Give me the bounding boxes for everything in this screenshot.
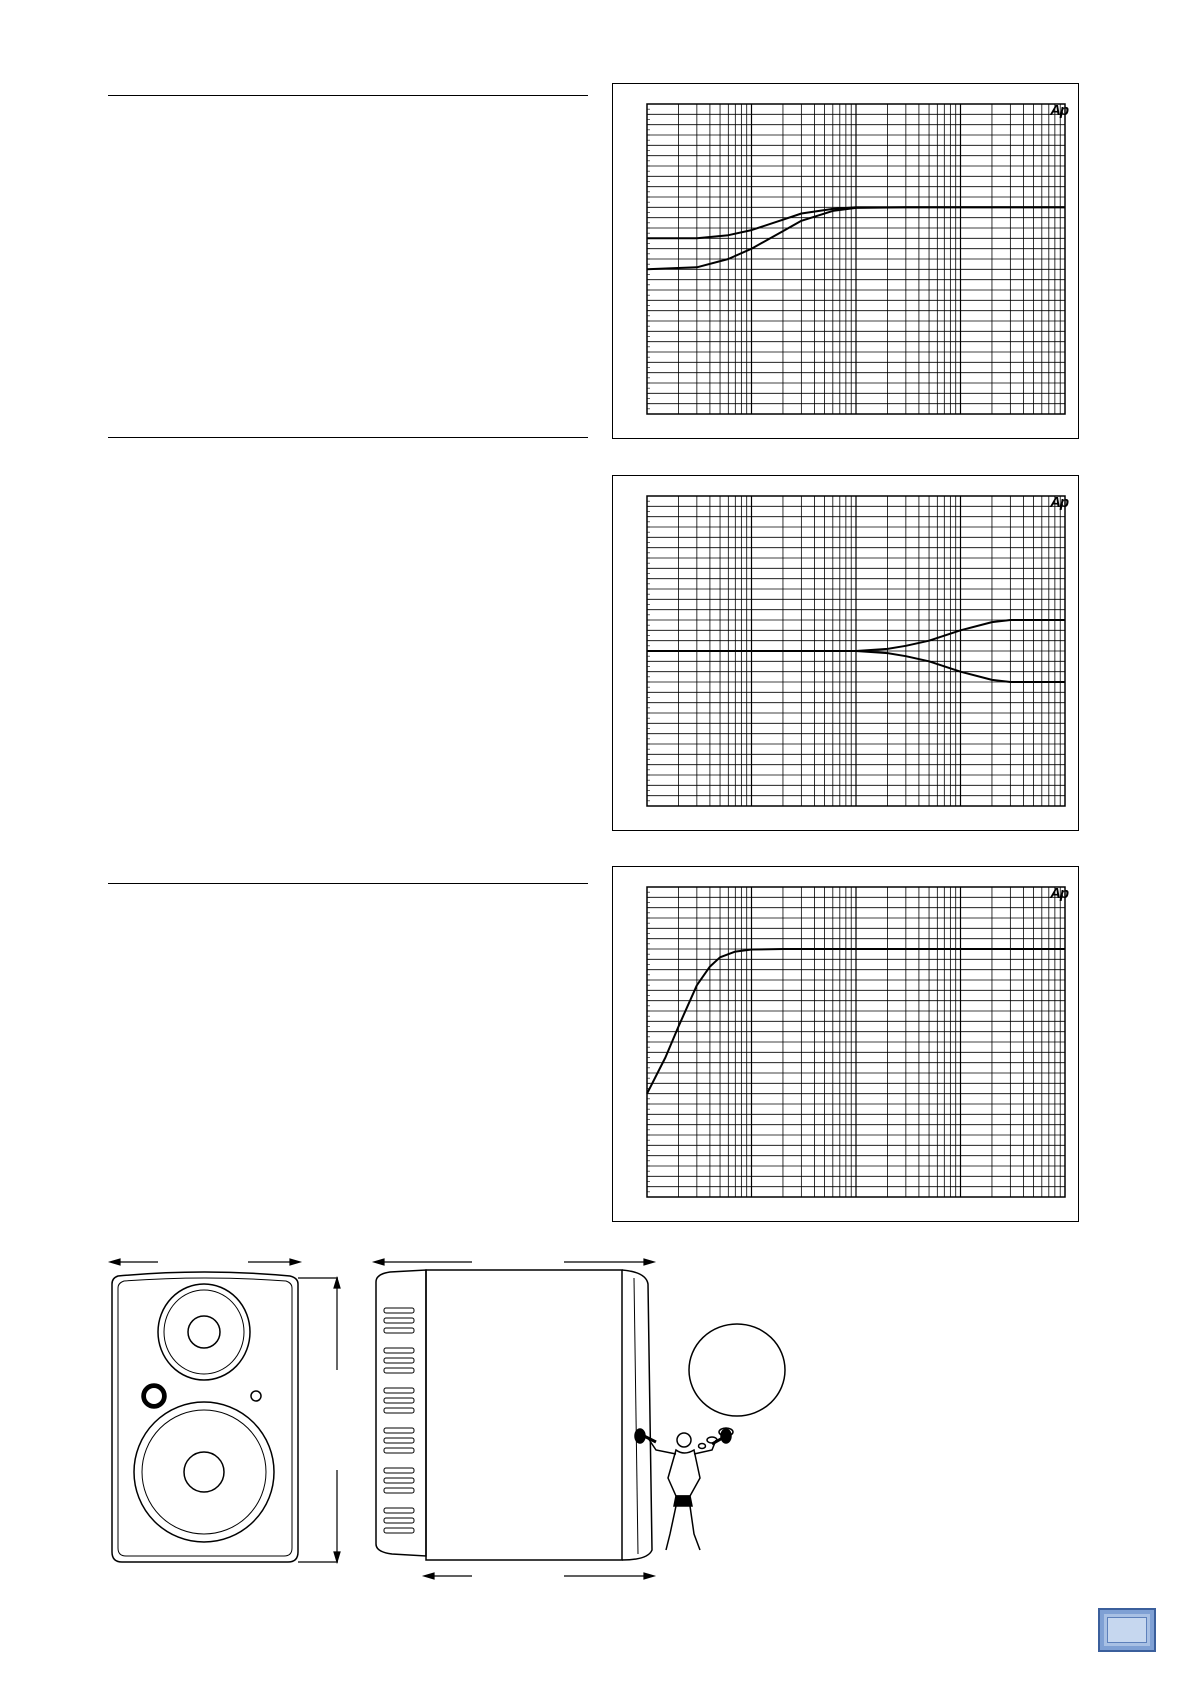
dimension-arrow-front-width xyxy=(110,1256,300,1268)
frequency-response-chart-1 xyxy=(612,83,1079,439)
vent-slot xyxy=(384,1448,414,1453)
chart-2-svg xyxy=(613,476,1080,832)
vent-slot xyxy=(384,1468,414,1473)
vent-slot xyxy=(384,1358,414,1363)
vent-slot xyxy=(384,1518,414,1523)
vent-slot xyxy=(384,1478,414,1483)
page-tab-marker xyxy=(1098,1608,1156,1652)
frequency-response-chart-2 xyxy=(612,475,1079,831)
audio-precision-logo: Ap xyxy=(1050,885,1068,902)
vent-slot xyxy=(384,1318,414,1323)
vent-slot xyxy=(384,1398,414,1403)
strongman-mascot-icon xyxy=(635,1429,731,1550)
speaker-side-view xyxy=(376,1270,652,1560)
vent-slot xyxy=(384,1408,414,1413)
vent-slot xyxy=(384,1488,414,1493)
audio-precision-logo: Ap xyxy=(1050,494,1068,511)
page-tab-inner xyxy=(1107,1617,1147,1643)
section-rule-3 xyxy=(108,883,588,884)
vent-slot xyxy=(384,1368,414,1373)
section-rule-1 xyxy=(108,95,588,96)
vent-slot xyxy=(384,1428,414,1433)
vent-slot xyxy=(384,1348,414,1353)
vent-slot xyxy=(384,1388,414,1393)
vent-slot xyxy=(384,1508,414,1513)
dimension-arrow-body-depth xyxy=(424,1570,654,1582)
chart-3-svg xyxy=(613,867,1080,1223)
vent-slot xyxy=(384,1328,414,1333)
speaker-dimension-drawing xyxy=(100,1250,800,1590)
side-vent-slots xyxy=(384,1308,414,1533)
vent-slot xyxy=(384,1528,414,1533)
vent-slot xyxy=(384,1308,414,1313)
audio-precision-logo: Ap xyxy=(1050,102,1068,119)
vent-slot xyxy=(384,1438,414,1443)
dimension-arrow-height xyxy=(298,1278,343,1562)
dimension-arrow-depth xyxy=(374,1256,654,1268)
thought-bubble xyxy=(689,1324,785,1449)
chart-1-svg xyxy=(613,84,1080,440)
frequency-response-chart-3 xyxy=(612,866,1079,1222)
speaker-front-view xyxy=(112,1272,298,1562)
section-rule-2 xyxy=(108,437,588,438)
